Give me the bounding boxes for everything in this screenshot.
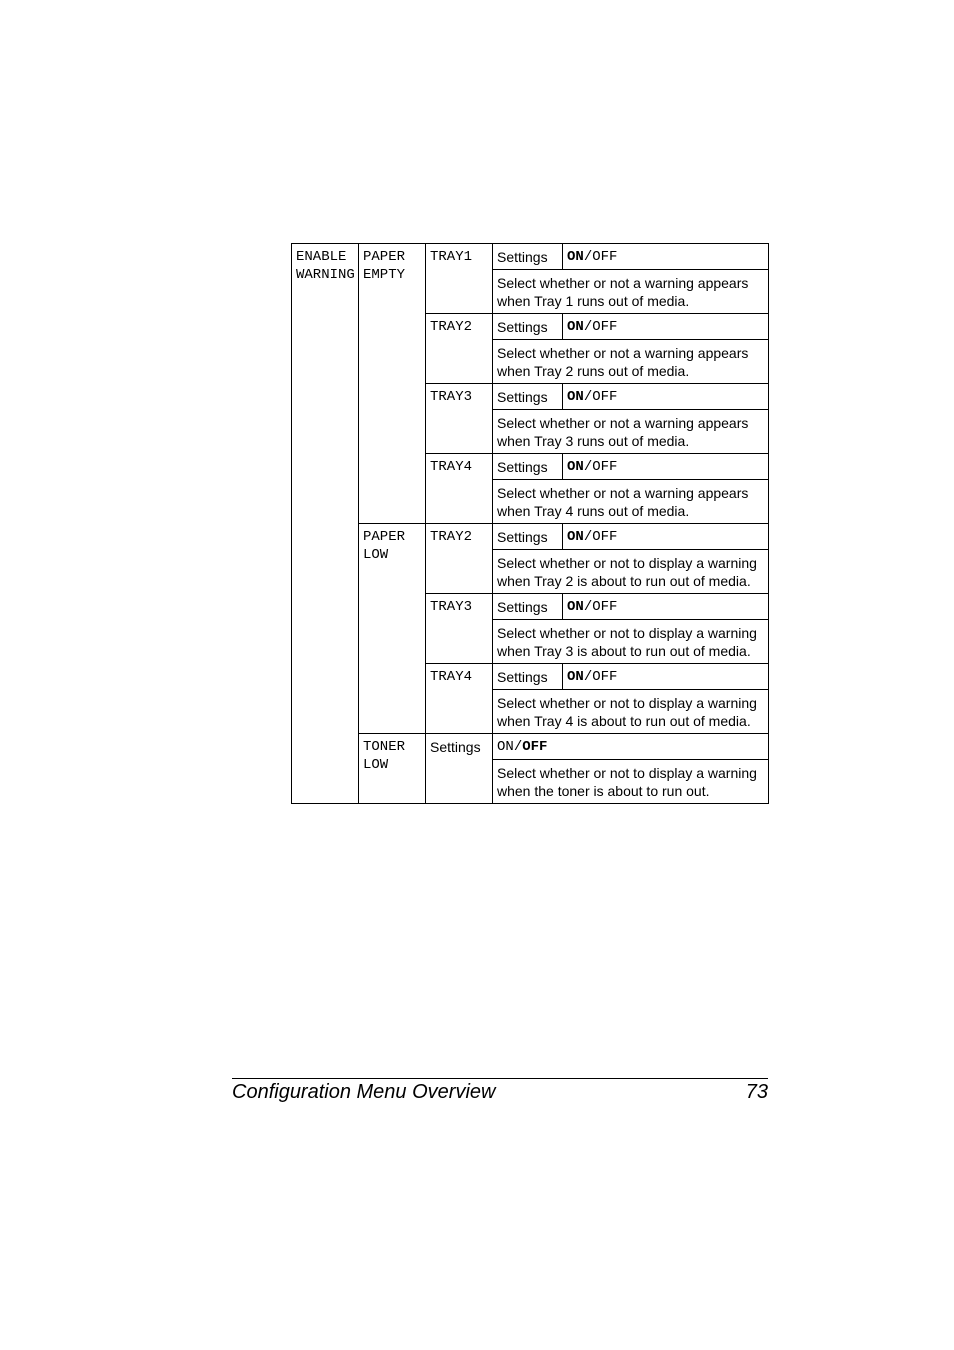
- settings-value: ON/OFF: [563, 524, 769, 550]
- setting-description: Select whether or not to display a warning when the toner is about to run out.: [493, 760, 769, 804]
- settings-label: Settings: [493, 244, 563, 270]
- setting-description: Select whether or not a warning appears when Tray 2 runs out of media.: [493, 340, 769, 384]
- page-number: 73: [745, 1081, 768, 1103]
- settings-value: ON/OFF: [493, 734, 769, 760]
- tray-label: TRAY1: [426, 244, 493, 314]
- settings-value: ON/OFF: [563, 314, 769, 340]
- setting-description: Select whether or not to display a warning when Tray 3 is about to run out of media.: [493, 620, 769, 664]
- paper-low-label: PAPER LOW: [359, 524, 426, 734]
- settings-label: Settings: [493, 664, 563, 690]
- tray-label: TRAY3: [426, 384, 493, 454]
- setting-description: Select whether or not a warning appears when Tray 4 runs out of media.: [493, 480, 769, 524]
- paper-empty-label: PAPER EMPTY: [359, 244, 426, 524]
- footer-title: Configuration Menu Overview: [232, 1081, 496, 1103]
- settings-value: ON/OFF: [563, 244, 769, 270]
- setting-description: Select whether or not to display a warning when Tray 2 is about to run out of media.: [493, 550, 769, 594]
- settings-value: ON/OFF: [563, 454, 769, 480]
- footer-divider: [232, 1078, 768, 1079]
- settings-label: Settings: [426, 734, 493, 804]
- setting-description: Select whether or not a warning appears when Tray 3 runs out of media.: [493, 410, 769, 454]
- enable-warning-label: ENABLE WARNING: [292, 244, 359, 804]
- settings-label: Settings: [493, 524, 563, 550]
- settings-value: ON/OFF: [563, 664, 769, 690]
- settings-label: Settings: [493, 314, 563, 340]
- settings-label: Settings: [493, 594, 563, 620]
- tray-label: TRAY4: [426, 664, 493, 734]
- config-menu-table: [291, 243, 769, 804]
- setting-description: Select whether or not to display a warning when Tray 4 is about to run out of media.: [493, 690, 769, 734]
- settings-label: Settings: [493, 384, 563, 410]
- setting-description: Select whether or not a warning appears when Tray 1 runs out of media.: [493, 270, 769, 314]
- settings-label: Settings: [493, 454, 563, 480]
- tray-label: TRAY3: [426, 594, 493, 664]
- toner-low-label: TONER LOW: [359, 734, 426, 804]
- settings-value: ON/OFF: [563, 384, 769, 410]
- tray-label: TRAY2: [426, 524, 493, 594]
- tray-label: TRAY4: [426, 454, 493, 524]
- settings-value: ON/OFF: [563, 594, 769, 620]
- tray-label: TRAY2: [426, 314, 493, 384]
